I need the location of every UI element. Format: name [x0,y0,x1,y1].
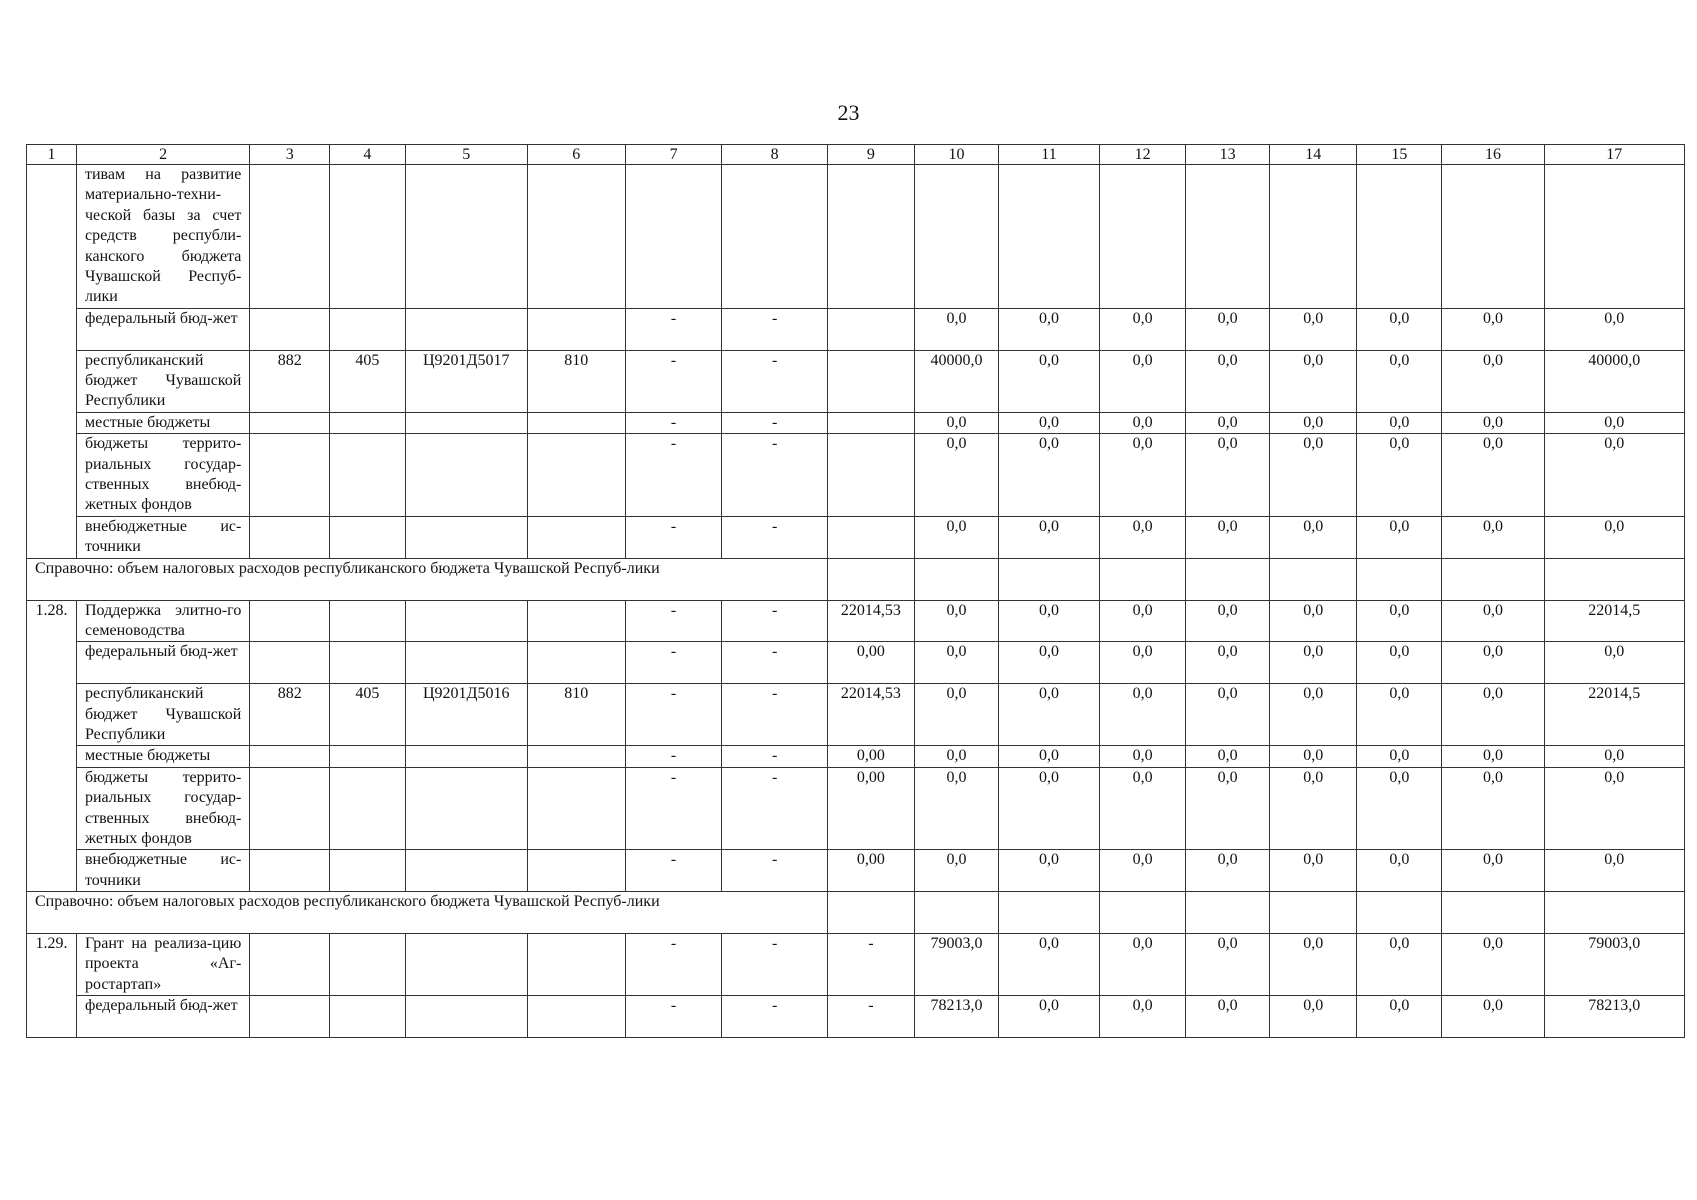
cell-col-9: - [827,996,914,1038]
cell-col-11: 0,0 [998,516,1099,558]
cell-col-14: 0,0 [1270,516,1357,558]
cell-col-5 [405,996,527,1038]
cell-col-17: 0,0 [1544,767,1684,850]
column-header-10: 10 [914,145,998,165]
cell-col-8: - [722,516,827,558]
cell-col-16 [1442,558,1544,600]
cell-col-13: 0,0 [1186,767,1270,850]
cell-col-17: 78213,0 [1544,996,1684,1038]
cell-col-16: 0,0 [1442,516,1544,558]
cell-col-10: 0,0 [914,434,998,517]
cell-col-15: 0,0 [1357,516,1442,558]
cell-col-7: - [625,684,722,746]
cell-col-5 [405,412,527,433]
cell-col-11: 0,0 [998,642,1099,684]
cell-col-4: 405 [330,684,406,746]
cell-col-14: 0,0 [1270,767,1357,850]
cell-col-14: 0,0 [1270,308,1357,350]
cell-col-6 [527,996,625,1038]
cell-col-10: 0,0 [914,642,998,684]
cell-col-14 [1270,558,1357,600]
cell-col-6 [527,767,625,850]
cell-col-9 [827,434,914,517]
cell-col-13: 0,0 [1186,684,1270,746]
cell-col-9 [827,308,914,350]
cell-col-12: 0,0 [1100,412,1186,433]
cell-col-3 [250,600,330,642]
cell-col-16: 0,0 [1442,746,1544,767]
cell-col-8: - [722,350,827,412]
cell-col-3 [250,516,330,558]
cell-col-11: 0,0 [998,933,1099,995]
cell-col-7 [625,165,722,309]
cell-col-11 [998,558,1099,600]
row-description: внебюджетные ис-точники [76,850,249,892]
cell-col-9: - [827,933,914,995]
cell-col-13: 0,0 [1186,850,1270,892]
cell-col-6: 810 [527,350,625,412]
cell-col-10: 78213,0 [914,996,998,1038]
cell-col-12 [1100,558,1186,600]
cell-col-7: - [625,746,722,767]
cell-col-11: 0,0 [998,412,1099,433]
table-row [27,434,1685,517]
cell-col-16: 0,0 [1442,933,1544,995]
cell-col-17: 0,0 [1544,412,1684,433]
cell-col-4 [330,767,406,850]
budget-table [26,144,1685,1038]
cell-col-11: 0,0 [998,996,1099,1038]
cell-col-15 [1357,558,1442,600]
cell-col-7: - [625,850,722,892]
cell-col-14: 0,0 [1270,434,1357,517]
cell-col-16: 0,0 [1442,434,1544,517]
cell-col-13: 0,0 [1186,308,1270,350]
cell-col-13: 0,0 [1186,412,1270,433]
table-row [27,165,1685,309]
cell-col-7: - [625,308,722,350]
item-number: 1.29. [27,933,77,1037]
cell-col-12: 0,0 [1100,434,1186,517]
cell-col-13: 0,0 [1186,642,1270,684]
cell-col-13: 0,0 [1186,516,1270,558]
cell-col-12: 0,0 [1100,850,1186,892]
cell-col-11: 0,0 [998,850,1099,892]
cell-col-16: 0,0 [1442,308,1544,350]
cell-col-14: 0,0 [1270,996,1357,1038]
cell-col-11: 0,0 [998,434,1099,517]
cell-col-10: 0,0 [914,412,998,433]
row-description: внебюджетные ис-точники [76,516,249,558]
cell-col-16 [1442,892,1544,934]
cell-col-17: 22014,5 [1544,684,1684,746]
cell-col-16: 0,0 [1442,850,1544,892]
row-description: бюджеты террито-риальных государ-ственных внебюд-жетных фондов [76,434,249,517]
cell-col-13: 0,0 [1186,746,1270,767]
cell-col-6 [527,933,625,995]
cell-col-17 [1544,165,1684,309]
cell-col-12: 0,0 [1100,933,1186,995]
cell-col-14: 0,0 [1270,850,1357,892]
cell-col-12: 0,0 [1100,767,1186,850]
cell-col-6 [527,850,625,892]
cell-col-5 [405,516,527,558]
cell-col-12: 0,0 [1100,308,1186,350]
cell-col-14: 0,0 [1270,412,1357,433]
column-header-5: 5 [405,145,527,165]
column-header-1: 1 [27,145,77,165]
cell-col-14: 0,0 [1270,600,1357,642]
table-row [27,767,1685,850]
cell-col-16: 0,0 [1442,684,1544,746]
cell-col-16: 0,0 [1442,350,1544,412]
cell-col-7: - [625,516,722,558]
cell-col-9 [827,892,914,934]
cell-col-9: 22014,53 [827,600,914,642]
cell-col-4 [330,308,406,350]
cell-col-15: 0,0 [1357,642,1442,684]
cell-col-5 [405,308,527,350]
cell-col-13 [1186,558,1270,600]
cell-col-12: 0,0 [1100,350,1186,412]
cell-col-3 [250,412,330,433]
cell-col-16: 0,0 [1442,600,1544,642]
cell-col-12: 0,0 [1100,746,1186,767]
cell-col-10: 0,0 [914,746,998,767]
cell-col-8: - [722,996,827,1038]
cell-col-10: 0,0 [914,767,998,850]
cell-col-8: - [722,767,827,850]
cell-col-9: 0,00 [827,850,914,892]
cell-col-11 [998,165,1099,309]
cell-col-11: 0,0 [998,746,1099,767]
column-header-4: 4 [330,145,406,165]
cell-col-11 [998,892,1099,934]
cell-col-7: - [625,642,722,684]
table-row [27,600,1685,642]
cell-col-5 [405,600,527,642]
cell-col-8: - [722,850,827,892]
cell-col-3: 882 [250,350,330,412]
row-description: Поддержка элитно-го семеноводства [76,600,249,642]
cell-col-5: Ц9201Д5017 [405,350,527,412]
cell-col-15: 0,0 [1357,933,1442,995]
cell-col-4: 405 [330,350,406,412]
table-row [27,996,1685,1038]
cell-col-14: 0,0 [1270,350,1357,412]
reference-note: Справочно: объем налоговых расходов республиканского бюджета Чувашской Респуб-лики [27,558,828,600]
cell-col-10 [914,558,998,600]
cell-col-6 [527,516,625,558]
cell-col-3 [250,434,330,517]
cell-col-6 [527,642,625,684]
cell-col-12: 0,0 [1100,642,1186,684]
cell-col-6 [527,308,625,350]
cell-col-7: - [625,996,722,1038]
cell-col-8: - [722,642,827,684]
cell-col-4 [330,642,406,684]
cell-col-17: 0,0 [1544,642,1684,684]
cell-col-17: 0,0 [1544,516,1684,558]
cell-col-15: 0,0 [1357,996,1442,1038]
cell-col-11: 0,0 [998,308,1099,350]
cell-col-12 [1100,892,1186,934]
table-row [27,350,1685,412]
cell-col-13 [1186,892,1270,934]
cell-col-10: 0,0 [914,308,998,350]
cell-col-16: 0,0 [1442,642,1544,684]
cell-col-7: - [625,412,722,433]
column-header-14: 14 [1270,145,1357,165]
table-row [27,412,1685,433]
cell-col-5 [405,767,527,850]
cell-col-17 [1544,558,1684,600]
cell-col-8: - [722,412,827,433]
column-header-8: 8 [722,145,827,165]
cell-col-4 [330,516,406,558]
row-description: федеральный бюд-жет [76,996,249,1038]
table-row [27,746,1685,767]
column-header-13: 13 [1186,145,1270,165]
cell-col-9 [827,350,914,412]
cell-col-10: 79003,0 [914,933,998,995]
cell-col-5 [405,933,527,995]
row-description: бюджеты террито-риальных государ-ственных внебюд-жетных фондов [76,767,249,850]
cell-col-4 [330,850,406,892]
cell-col-5 [405,746,527,767]
cell-col-11: 0,0 [998,767,1099,850]
cell-col-13: 0,0 [1186,434,1270,517]
cell-col-15: 0,0 [1357,412,1442,433]
cell-col-10: 0,0 [914,850,998,892]
cell-col-6 [527,165,625,309]
cell-col-15: 0,0 [1357,600,1442,642]
row-description: местные бюджеты [76,746,249,767]
cell-col-3 [250,308,330,350]
cell-col-15: 0,0 [1357,746,1442,767]
table-row [27,308,1685,350]
row-description: местные бюджеты [76,412,249,433]
cell-col-7: - [625,600,722,642]
cell-col-4 [330,600,406,642]
reference-row [27,892,1685,934]
cell-col-12: 0,0 [1100,600,1186,642]
table-row [27,684,1685,746]
cell-col-14: 0,0 [1270,684,1357,746]
column-header-2: 2 [76,145,249,165]
column-header-17: 17 [1544,145,1684,165]
cell-col-17: 40000,0 [1544,350,1684,412]
cell-col-6 [527,746,625,767]
cell-col-15: 0,0 [1357,350,1442,412]
column-header-7: 7 [625,145,722,165]
cell-col-12: 0,0 [1100,684,1186,746]
cell-col-10: 40000,0 [914,350,998,412]
cell-col-15 [1357,892,1442,934]
table-row [27,850,1685,892]
cell-col-10 [914,165,998,309]
cell-col-16: 0,0 [1442,996,1544,1038]
column-header-9: 9 [827,145,914,165]
cell-col-15 [1357,165,1442,309]
cell-col-17: 0,0 [1544,746,1684,767]
cell-col-16: 0,0 [1442,412,1544,433]
page-number: 23 [837,100,860,125]
row-description: тивам на развитие материально-техни-ческой базы за счет средств республи-канского бюджета Чувашской Респуб-лики [76,165,249,309]
cell-col-4 [330,996,406,1038]
table-row [27,933,1685,995]
cell-col-9: 0,00 [827,746,914,767]
cell-col-5 [405,165,527,309]
cell-col-8: - [722,746,827,767]
cell-col-13: 0,0 [1186,933,1270,995]
cell-col-14: 0,0 [1270,642,1357,684]
cell-col-16 [1442,165,1544,309]
column-header-11: 11 [998,145,1099,165]
cell-col-4 [330,434,406,517]
cell-col-3: 882 [250,684,330,746]
cell-col-3 [250,746,330,767]
column-header-15: 15 [1357,145,1442,165]
cell-col-3 [250,850,330,892]
cell-col-7: - [625,350,722,412]
cell-col-8: - [722,434,827,517]
cell-col-5 [405,642,527,684]
cell-col-13: 0,0 [1186,350,1270,412]
cell-col-5: Ц9201Д5016 [405,684,527,746]
cell-col-3 [250,165,330,309]
cell-col-3 [250,642,330,684]
cell-col-3 [250,996,330,1038]
cell-col-11: 0,0 [998,684,1099,746]
cell-col-15: 0,0 [1357,767,1442,850]
header-row [27,145,1685,165]
cell-col-6 [527,434,625,517]
cell-col-8: - [722,600,827,642]
cell-col-17: 22014,5 [1544,600,1684,642]
cell-col-9 [827,558,914,600]
item-number: 1.28. [27,600,77,892]
cell-col-5 [405,434,527,517]
cell-col-14: 0,0 [1270,746,1357,767]
table-body [27,145,1685,1038]
cell-col-8: - [722,308,827,350]
cell-col-17: 0,0 [1544,850,1684,892]
cell-col-15: 0,0 [1357,850,1442,892]
cell-col-13 [1186,165,1270,309]
column-header-12: 12 [1100,145,1186,165]
cell-col-6 [527,412,625,433]
column-header-3: 3 [250,145,330,165]
cell-col-3 [250,933,330,995]
table-row [27,516,1685,558]
cell-col-9: 0,00 [827,642,914,684]
cell-col-16: 0,0 [1442,767,1544,850]
cell-col-8: - [722,684,827,746]
cell-col-7: - [625,933,722,995]
cell-col-3 [250,767,330,850]
row-description: федеральный бюд-жет [76,642,249,684]
cell-col-10: 0,0 [914,600,998,642]
cell-col-11: 0,0 [998,600,1099,642]
cell-col-13: 0,0 [1186,600,1270,642]
cell-col-6: 810 [527,684,625,746]
cell-col-15: 0,0 [1357,434,1442,517]
reference-note: Справочно: объем налоговых расходов республиканского бюджета Чувашской Респуб-лики [27,892,828,934]
cell-col-8 [722,165,827,309]
cell-col-7: - [625,434,722,517]
cell-col-17: 0,0 [1544,308,1684,350]
row-description: республиканский бюджет Чувашской Республики [76,684,249,746]
reference-row [27,558,1685,600]
cell-col-13: 0,0 [1186,996,1270,1038]
cell-col-17: 79003,0 [1544,933,1684,995]
item-number [27,165,77,559]
cell-col-5 [405,850,527,892]
cell-col-4 [330,933,406,995]
cell-col-14 [1270,165,1357,309]
row-description: Грант на реализа-цию проекта «Аг-ростартап» [76,933,249,995]
cell-col-10: 0,0 [914,684,998,746]
cell-col-11: 0,0 [998,350,1099,412]
cell-col-9 [827,165,914,309]
cell-col-4 [330,165,406,309]
cell-col-4 [330,412,406,433]
cell-col-12: 0,0 [1100,996,1186,1038]
cell-col-17 [1544,892,1684,934]
column-header-16: 16 [1442,145,1544,165]
row-description: республиканский бюджет Чувашской Республики [76,350,249,412]
cell-col-10 [914,892,998,934]
cell-col-7: - [625,767,722,850]
table-row [27,642,1685,684]
column-header-6: 6 [527,145,625,165]
cell-col-9: 0,00 [827,767,914,850]
cell-col-17: 0,0 [1544,434,1684,517]
cell-col-12 [1100,165,1186,309]
cell-col-12: 0,0 [1100,516,1186,558]
cell-col-8: - [722,933,827,995]
cell-col-6 [527,600,625,642]
cell-col-14 [1270,892,1357,934]
cell-col-9: 22014,53 [827,684,914,746]
cell-col-15: 0,0 [1357,308,1442,350]
cell-col-4 [330,746,406,767]
cell-col-10: 0,0 [914,516,998,558]
cell-col-9 [827,516,914,558]
cell-col-15: 0,0 [1357,684,1442,746]
cell-col-14: 0,0 [1270,933,1357,995]
cell-col-9 [827,412,914,433]
row-description: федеральный бюд-жет [76,308,249,350]
